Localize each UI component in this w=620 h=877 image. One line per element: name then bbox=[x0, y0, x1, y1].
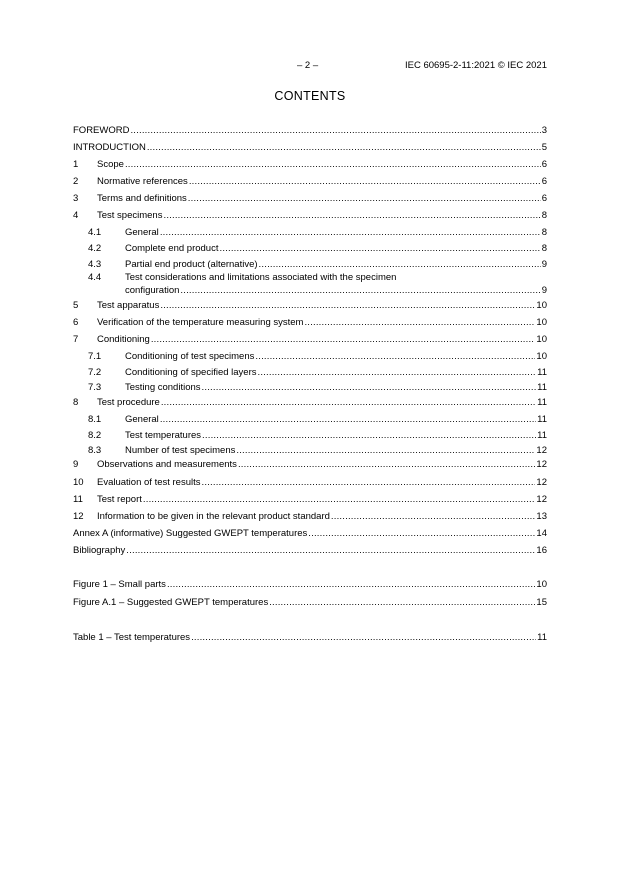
toc-entry-title: Information to be given in the relevant product standard bbox=[97, 511, 330, 522]
dot-leader bbox=[308, 527, 535, 540]
toc-entry-page: 10 bbox=[536, 579, 547, 590]
dot-leader bbox=[126, 544, 535, 557]
toc-entry-page: 11 bbox=[537, 430, 547, 441]
toc-entry-number: 4.1 bbox=[88, 227, 102, 238]
toc-entry-number: 9 bbox=[73, 459, 79, 470]
dot-leader bbox=[163, 209, 540, 222]
toc-entry-page: 10 bbox=[536, 334, 547, 345]
toc-entry-title: Verification of the temperature measuring system bbox=[97, 317, 304, 328]
toc-entry[interactable] bbox=[73, 141, 547, 154]
toc-entry-page: 12 bbox=[536, 477, 547, 488]
toc-entry[interactable] bbox=[73, 333, 547, 346]
toc-entry-page: 15 bbox=[536, 597, 547, 608]
toc-entry-number: 4.4 bbox=[88, 272, 102, 283]
toc-entry-title: Test procedure bbox=[97, 397, 160, 408]
dot-leader bbox=[259, 258, 541, 271]
dot-leader bbox=[258, 366, 537, 379]
toc-entry[interactable] bbox=[73, 284, 547, 297]
dot-leader bbox=[160, 299, 535, 312]
toc-entry[interactable] bbox=[73, 429, 547, 442]
toc-entry-title: Partial end product (alternative) bbox=[125, 259, 258, 270]
toc-entry[interactable] bbox=[73, 209, 547, 222]
dot-leader bbox=[151, 333, 536, 346]
toc-entry[interactable] bbox=[73, 299, 547, 312]
dot-leader bbox=[189, 175, 541, 188]
toc-entry-page: 10 bbox=[536, 300, 547, 311]
dot-leader bbox=[167, 578, 535, 591]
toc-entry-page: 9 bbox=[541, 285, 547, 296]
toc-entry-page: 8 bbox=[541, 227, 547, 238]
toc-entry-page: 9 bbox=[541, 259, 547, 270]
toc-entry-title: Test considerations and limitations associated with the specimen bbox=[125, 272, 397, 283]
toc-entry-title: configuration bbox=[125, 285, 180, 296]
toc-entry[interactable] bbox=[73, 396, 547, 409]
toc-entry[interactable] bbox=[73, 242, 547, 255]
toc-entry-page: 6 bbox=[541, 159, 547, 170]
toc-entry-title: Conditioning of specified layers bbox=[125, 367, 257, 378]
dot-leader bbox=[219, 242, 540, 255]
toc-entry-title: Test apparatus bbox=[97, 300, 160, 311]
dot-leader bbox=[143, 493, 536, 506]
toc-entry-number: 7.3 bbox=[88, 382, 102, 393]
page-header bbox=[0, 60, 620, 74]
dot-leader bbox=[161, 396, 536, 409]
toc-entry-number: 4 bbox=[73, 210, 79, 221]
toc-entry-page: 12 bbox=[536, 494, 547, 505]
toc-entry-title: Test temperatures bbox=[125, 430, 202, 441]
toc-entry-number: 11 bbox=[73, 494, 83, 505]
toc-entry[interactable] bbox=[73, 458, 547, 471]
toc-entry-title: Annex A (informative) Suggested GWEPT temperatures bbox=[73, 528, 308, 539]
toc-entry-number: 5 bbox=[73, 300, 79, 311]
toc-entry-number: 12 bbox=[73, 511, 84, 522]
toc-entry-title: Table 1 – Test temperatures bbox=[73, 632, 191, 643]
dot-leader bbox=[255, 350, 535, 363]
toc-entry-title: Normative references bbox=[97, 176, 188, 187]
dot-leader bbox=[160, 226, 541, 239]
page-number: – 2 – bbox=[297, 60, 319, 71]
toc-entry-page: 12 bbox=[536, 445, 547, 456]
toc-entry[interactable] bbox=[73, 444, 547, 457]
toc-entry-number: 8 bbox=[73, 397, 79, 408]
page-title: CONTENTS bbox=[274, 89, 346, 103]
toc-entry-title: Bibliography bbox=[73, 545, 126, 556]
toc-entry-page: 3 bbox=[541, 125, 547, 136]
figure-list-entry[interactable] bbox=[73, 596, 547, 609]
toc-entry-page: 11 bbox=[537, 397, 547, 408]
toc-entry-title: FOREWORD bbox=[73, 125, 130, 136]
toc-entry-page: 6 bbox=[541, 176, 547, 187]
toc-entry-number: 10 bbox=[73, 477, 84, 488]
dot-leader bbox=[180, 284, 540, 297]
toc-entry-page: 12 bbox=[536, 459, 547, 470]
table-list-entry[interactable] bbox=[73, 631, 547, 644]
toc-entry[interactable] bbox=[73, 413, 547, 426]
toc-entry-number: 8.3 bbox=[88, 445, 102, 456]
toc-entry[interactable] bbox=[73, 124, 547, 137]
toc-entry-number: 8.2 bbox=[88, 430, 102, 441]
dot-leader bbox=[147, 141, 541, 154]
toc-entry-title: Figure A.1 – Suggested GWEPT temperatures bbox=[73, 597, 269, 608]
dot-leader bbox=[304, 316, 535, 329]
toc-entry[interactable] bbox=[73, 366, 547, 379]
toc-entry-number: 3 bbox=[73, 193, 79, 204]
toc-entry-title: Number of test specimens bbox=[125, 445, 236, 456]
toc-entry[interactable] bbox=[73, 226, 547, 239]
toc-entry[interactable] bbox=[73, 544, 547, 557]
toc-entry-number: 7.2 bbox=[88, 367, 102, 378]
toc-entry[interactable] bbox=[73, 350, 547, 363]
dot-leader bbox=[236, 444, 535, 457]
toc-entry[interactable] bbox=[73, 476, 547, 489]
toc-entry-number: 2 bbox=[73, 176, 79, 187]
dot-leader bbox=[130, 124, 540, 137]
toc-entry-number: 4.3 bbox=[88, 259, 102, 270]
toc-entry-title: Conditioning of test specimens bbox=[125, 351, 255, 362]
toc-entry[interactable] bbox=[73, 158, 547, 171]
toc-entry-title: General bbox=[125, 227, 159, 238]
toc-entry-title: General bbox=[125, 414, 159, 425]
dot-leader bbox=[160, 413, 536, 426]
toc-entry-page: 14 bbox=[536, 528, 547, 539]
toc-entry-page: 13 bbox=[536, 511, 547, 522]
toc-entry-title: Observations and measurements bbox=[97, 459, 237, 470]
toc-entry[interactable] bbox=[73, 258, 547, 271]
toc-entry-page: 6 bbox=[541, 193, 547, 204]
dot-leader bbox=[269, 596, 535, 609]
toc-entry[interactable] bbox=[73, 175, 547, 188]
toc-entry-page: 10 bbox=[536, 351, 547, 362]
toc-entry-title: Scope bbox=[97, 159, 124, 170]
dot-leader bbox=[125, 158, 541, 171]
toc-entry-title: Evaluation of test results bbox=[97, 477, 201, 488]
toc-entry-page: 5 bbox=[541, 142, 547, 153]
toc-entry-title: Test report bbox=[97, 494, 142, 505]
toc-entry-title: INTRODUCTION bbox=[73, 142, 146, 153]
toc-entry-title: Test specimens bbox=[97, 210, 163, 221]
toc-entry[interactable] bbox=[73, 493, 547, 506]
toc-entry-title: Testing conditions bbox=[125, 382, 201, 393]
dot-leader bbox=[238, 458, 535, 471]
figure-list-entry[interactable] bbox=[73, 578, 547, 591]
toc-entry[interactable] bbox=[73, 510, 547, 523]
toc-entry[interactable] bbox=[73, 316, 547, 329]
toc-entry-title: Figure 1 – Small parts bbox=[73, 579, 166, 590]
toc-entry-title: Complete end product bbox=[125, 243, 219, 254]
toc-entry-page: 11 bbox=[537, 632, 547, 643]
toc-entry[interactable] bbox=[73, 192, 547, 205]
dot-leader bbox=[202, 476, 536, 489]
toc-entry-page: 11 bbox=[537, 414, 547, 425]
toc-entry-page: 8 bbox=[541, 210, 547, 221]
toc-entry-number: 1 bbox=[73, 159, 79, 170]
document-id: IEC 60695-2-11:2021 © IEC 2021 bbox=[404, 60, 547, 71]
dot-leader bbox=[191, 631, 536, 644]
toc-entry-page: 11 bbox=[537, 367, 547, 378]
dot-leader bbox=[202, 381, 537, 394]
toc-entry-number: 7 bbox=[73, 334, 79, 345]
toc-entry-page: 10 bbox=[536, 317, 547, 328]
toc-entry-number: 6 bbox=[73, 317, 79, 328]
dot-leader bbox=[188, 192, 541, 205]
toc-entry-number: 8.1 bbox=[88, 414, 102, 425]
toc-entry[interactable] bbox=[73, 381, 547, 394]
toc-entry-page: 16 bbox=[536, 545, 547, 556]
toc-entry-title: Terms and definitions bbox=[97, 193, 187, 204]
toc-entry-page: 11 bbox=[537, 382, 547, 393]
toc-entry[interactable] bbox=[73, 527, 547, 540]
toc-entry-number: 7.1 bbox=[88, 351, 102, 362]
dot-leader bbox=[331, 510, 536, 523]
toc-entry-title: Conditioning bbox=[97, 334, 150, 345]
dot-leader bbox=[202, 429, 536, 442]
toc-entry-page: 8 bbox=[541, 243, 547, 254]
toc-entry-number: 4.2 bbox=[88, 243, 102, 254]
